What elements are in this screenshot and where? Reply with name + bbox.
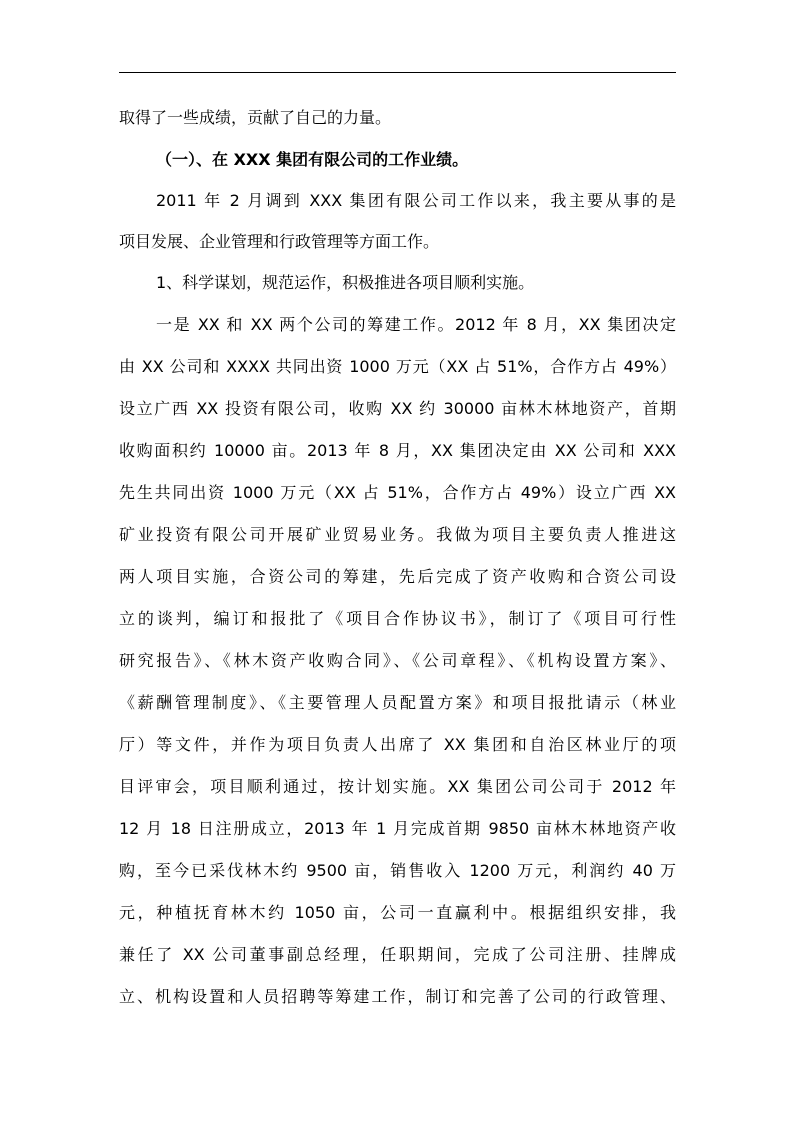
paragraph-line: 《薪酬管理制度》、《主要管理人员配置方案》和项目报批请示（林业 xyxy=(119,693,676,712)
paragraph-line: 研究报告》、《林木资产收购合同》、《公司章程》、《机构设置方案》、 xyxy=(119,651,676,670)
subsection-heading: 1、科学谋划，规范运作，积极推进各项目顺利实施。 xyxy=(156,273,535,292)
paragraph-line: 两人项目实施，合资公司的筹建，先后完成了资产收购和合资公司设 xyxy=(119,567,676,586)
paragraph-line: 目评审会，项目顺利通过，按计划实施。XX 集团公司公司于 2012 年 xyxy=(119,777,676,796)
paragraph-line: 项目发展、企业管理和行政管理等方面工作。 xyxy=(119,232,440,251)
paragraph-line: 由 XX 公司和 XXXX 共同出资 1000 万元（XX 占 51%，合作方占 49%） xyxy=(119,357,676,376)
paragraph-line: 购，至今已采伐林木约 9500 亩，销售收入 1200 万元，利润约 40 万 xyxy=(119,861,676,880)
paragraph-line: 2011 年 2 月调到 XXX 集团有限公司工作以来，我主要从事的是 xyxy=(156,191,676,210)
paragraph-line: 设立广西 XX 投资有限公司，收购 XX 约 30000 亩林木林地资产，首期 xyxy=(119,399,676,418)
paragraph-line: 元，种植抚育林木约 1050 亩，公司一直赢利中。根据组织安排，我 xyxy=(119,903,676,922)
paragraph-line: 立的谈判，编订和报批了《项目合作协议书》，制订了《项目可行性 xyxy=(119,609,676,628)
paragraph-line: 收购面积约 10000 亩。2013 年 8 月，XX 集团决定由 XX 公司和 XXX xyxy=(119,441,676,460)
paragraph-line: 立、机构设置和人员招聘等筹建工作，制订和完善了公司的行政管理、 xyxy=(119,987,676,1006)
paragraph-line: 矿业投资有限公司开展矿业贸易业务。我做为项目主要负责人推进这 xyxy=(119,525,676,544)
paragraph-line: 厅）等文件，并作为项目负责人出席了 XX 集团和自治区林业厅的项 xyxy=(119,735,676,754)
section-heading: （一）、在 XXX 集团有限公司的工作业绩。 xyxy=(156,150,469,169)
paragraph-line: 一是 XX 和 XX 两个公司的筹建工作。2012 年 8 月，XX 集团决定 xyxy=(156,315,676,334)
paragraph-line: 先生共同出资 1000 万元（XX 占 51%，合作方占 49%）设立广西 XX xyxy=(119,483,676,502)
header-rule xyxy=(119,72,676,73)
paragraph-line: 12 月 18 日注册成立，2013 年 1 月完成首期 9850 亩林木林地资产收 xyxy=(119,819,676,838)
paragraph-line: 兼任了 XX 公司董事副总经理，任职期间，完成了公司注册、挂牌成 xyxy=(119,945,676,964)
paragraph-line: 取得了一些成绩，贡献了自己的力量。 xyxy=(119,108,392,127)
